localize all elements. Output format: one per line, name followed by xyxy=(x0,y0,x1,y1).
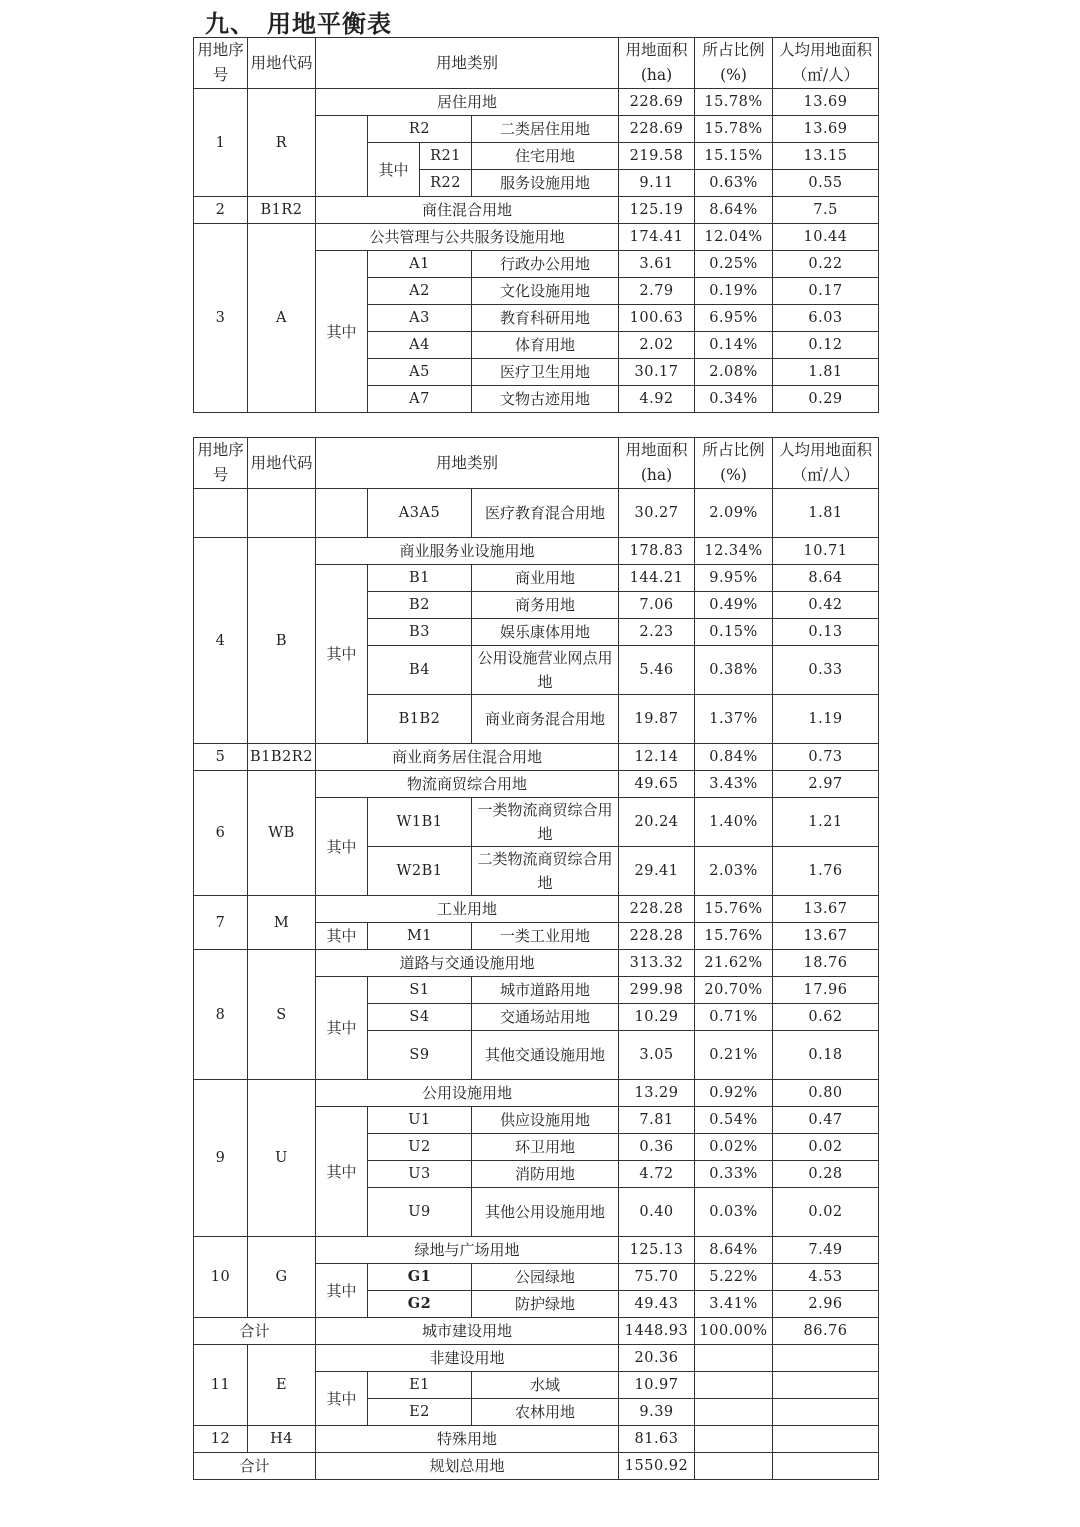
table-row-total xyxy=(194,1318,879,1345)
percent-cell: 15.76% xyxy=(695,923,773,950)
sub-category-cell: 一类物流商贸综合用地 xyxy=(472,798,619,847)
area-cell: 228.28 xyxy=(619,923,695,950)
area-cell: 49.65 xyxy=(619,771,695,798)
code-cell: S xyxy=(248,950,316,1080)
blank-cell xyxy=(248,489,316,538)
among-label: 其中 xyxy=(316,1264,368,1318)
area-cell: 10.29 xyxy=(619,1004,695,1031)
area-cell: 178.83 xyxy=(619,538,695,565)
sub-code-cell: W1B1 xyxy=(368,798,472,847)
category-cell: 公用设施用地 xyxy=(316,1080,619,1107)
per-capita-cell: 0.22 xyxy=(773,251,879,278)
sub-category-cell: 住宅用地 xyxy=(472,143,619,170)
seq-cell: 5 xyxy=(194,744,248,771)
percent-cell: 3.43% xyxy=(695,771,773,798)
seq-cell: 11 xyxy=(194,1345,248,1426)
per-capita-cell: 13.67 xyxy=(773,896,879,923)
sub-code-cell: A3 xyxy=(368,305,472,332)
sub-category-cell: 其他交通设施用地 xyxy=(472,1031,619,1080)
code-cell: R xyxy=(248,89,316,197)
page-title xyxy=(205,4,392,39)
per-capita-cell: 0.80 xyxy=(773,1080,879,1107)
sub-category-cell: 商业商务混合用地 xyxy=(472,695,619,744)
percent-cell: 6.95% xyxy=(695,305,773,332)
area-cell: 75.70 xyxy=(619,1264,695,1291)
percent-cell: 3.41% xyxy=(695,1291,773,1318)
seq-cell: 6 xyxy=(194,771,248,896)
code-cell: WB xyxy=(248,771,316,896)
area-cell: 10.97 xyxy=(619,1372,695,1399)
area-cell: 19.87 xyxy=(619,695,695,744)
sub-code-cell: A7 xyxy=(368,386,472,413)
blank-cell xyxy=(773,1426,879,1453)
per-capita-cell: 0.55 xyxy=(773,170,879,197)
area-cell: 12.14 xyxy=(619,744,695,771)
among-label: 其中 xyxy=(316,565,368,744)
sub-category-cell: 医疗教育混合用地 xyxy=(472,489,619,538)
land-balance-table-part1 xyxy=(193,37,879,413)
sub-category-cell: 二类居住用地 xyxy=(472,116,619,143)
sub-code-cell: R2 xyxy=(368,116,472,143)
area-cell: 30.27 xyxy=(619,489,695,538)
header-per-capita: 人均用地面积（㎡/人） xyxy=(773,38,879,89)
category-cell: 绿地与广场用地 xyxy=(316,1237,619,1264)
area-cell: 144.21 xyxy=(619,565,695,592)
percent-cell: 15.78% xyxy=(695,89,773,116)
among-label: 其中 xyxy=(368,143,420,197)
per-capita-cell: 0.62 xyxy=(773,1004,879,1031)
sub-category-cell: 二类物流商贸综合用地 xyxy=(472,847,619,896)
per-capita-cell: 0.02 xyxy=(773,1134,879,1161)
among-label: 其中 xyxy=(316,1372,368,1426)
per-capita-cell: 1.81 xyxy=(773,489,879,538)
per-capita-cell: 0.47 xyxy=(773,1107,879,1134)
seq-cell: 12 xyxy=(194,1426,248,1453)
percent-cell: 0.63% xyxy=(695,170,773,197)
category-cell: 公共管理与公共服务设施用地 xyxy=(316,224,619,251)
among-label: 其中 xyxy=(316,1107,368,1237)
per-capita-cell: 0.33 xyxy=(773,646,879,695)
area-cell: 29.41 xyxy=(619,847,695,896)
percent-cell: 0.33% xyxy=(695,1161,773,1188)
area-cell: 2.23 xyxy=(619,619,695,646)
section-number: 九、 xyxy=(205,10,255,38)
percent-cell: 0.19% xyxy=(695,278,773,305)
percent-cell: 0.92% xyxy=(695,1080,773,1107)
per-capita-cell: 8.64 xyxy=(773,565,879,592)
table-row xyxy=(194,1345,879,1372)
header-code: 用地代码 xyxy=(248,438,316,489)
sub-category-cell: 消防用地 xyxy=(472,1161,619,1188)
percent-cell: 15.15% xyxy=(695,143,773,170)
per-capita-cell: 2.96 xyxy=(773,1291,879,1318)
percent-cell: 0.54% xyxy=(695,1107,773,1134)
sub-category-cell: 城市道路用地 xyxy=(472,977,619,1004)
table-row xyxy=(194,771,879,798)
table-row xyxy=(194,1080,879,1107)
area-cell: 7.81 xyxy=(619,1107,695,1134)
header-per-capita: 人均用地面积（㎡/人） xyxy=(773,438,879,489)
percent-cell: 2.08% xyxy=(695,359,773,386)
per-capita-cell: 10.44 xyxy=(773,224,879,251)
table-row xyxy=(194,489,879,538)
percent-cell: 0.49% xyxy=(695,592,773,619)
sub-category-cell: 商业用地 xyxy=(472,565,619,592)
table-row xyxy=(194,89,879,116)
sub-category-cell: 交通场站用地 xyxy=(472,1004,619,1031)
header-row xyxy=(194,38,879,89)
area-cell: 228.69 xyxy=(619,116,695,143)
code-cell: H4 xyxy=(248,1426,316,1453)
per-capita-cell: 13.67 xyxy=(773,923,879,950)
header-seq: 用地序号 xyxy=(194,438,248,489)
header-area: 用地面积(ha) xyxy=(619,438,695,489)
category-cell: 物流商贸综合用地 xyxy=(316,771,619,798)
category-cell: 道路与交通设施用地 xyxy=(316,950,619,977)
sub-code-cell: A3A5 xyxy=(368,489,472,538)
sub-code-cell: U1 xyxy=(368,1107,472,1134)
per-capita-cell: 1.76 xyxy=(773,847,879,896)
per-capita-cell: 13.69 xyxy=(773,116,879,143)
blank-cell xyxy=(695,1426,773,1453)
blank-cell xyxy=(773,1345,879,1372)
area-cell: 174.41 xyxy=(619,224,695,251)
table-row-total xyxy=(194,1453,879,1480)
area-cell: 228.69 xyxy=(619,89,695,116)
blank-cell xyxy=(695,1399,773,1426)
seq-cell: 7 xyxy=(194,896,248,950)
seq-cell: 2 xyxy=(194,197,248,224)
percent-cell: 8.64% xyxy=(695,1237,773,1264)
percent-cell: 1.40% xyxy=(695,798,773,847)
code-cell: E xyxy=(248,1345,316,1426)
area-cell: 1448.93 xyxy=(619,1318,695,1345)
area-cell: 4.72 xyxy=(619,1161,695,1188)
area-cell: 2.79 xyxy=(619,278,695,305)
percent-cell: 8.64% xyxy=(695,197,773,224)
sub-code-cell: S4 xyxy=(368,1004,472,1031)
per-capita-cell: 0.28 xyxy=(773,1161,879,1188)
area-cell: 299.98 xyxy=(619,977,695,1004)
sub-code-cell: B4 xyxy=(368,646,472,695)
percent-cell: 0.14% xyxy=(695,332,773,359)
category-cell: 商住混合用地 xyxy=(316,197,619,224)
percent-cell: 0.03% xyxy=(695,1188,773,1237)
sub-code-cell: S1 xyxy=(368,977,472,1004)
code-cell: U xyxy=(248,1080,316,1237)
sub-code-cell: E1 xyxy=(368,1372,472,1399)
sub-category-cell: 教育科研用地 xyxy=(472,305,619,332)
sub-code-cell: G1 xyxy=(368,1264,472,1291)
sub-code-cell: U2 xyxy=(368,1134,472,1161)
per-capita-cell: 0.42 xyxy=(773,592,879,619)
code-cell: B1R2 xyxy=(248,197,316,224)
table-row xyxy=(194,538,879,565)
area-cell: 13.29 xyxy=(619,1080,695,1107)
percent-cell: 1.37% xyxy=(695,695,773,744)
seq-cell: 1 xyxy=(194,89,248,197)
percent-cell: 0.38% xyxy=(695,646,773,695)
area-cell: 20.36 xyxy=(619,1345,695,1372)
sub-code-cell: A4 xyxy=(368,332,472,359)
per-capita-cell: 86.76 xyxy=(773,1318,879,1345)
percent-cell: 0.34% xyxy=(695,386,773,413)
table-row xyxy=(194,744,879,771)
percent-cell: 12.34% xyxy=(695,538,773,565)
sub-code-cell: R21 xyxy=(420,143,472,170)
blank-cell xyxy=(773,1453,879,1480)
land-balance-table-part2 xyxy=(193,437,879,1480)
sub-code-cell: A2 xyxy=(368,278,472,305)
percent-cell: 15.78% xyxy=(695,116,773,143)
blank-cell xyxy=(773,1372,879,1399)
sub-code-cell: B1B2 xyxy=(368,695,472,744)
area-cell: 4.92 xyxy=(619,386,695,413)
header-row xyxy=(194,438,879,489)
table-row xyxy=(194,1426,879,1453)
area-cell: 2.02 xyxy=(619,332,695,359)
percent-cell: 15.76% xyxy=(695,896,773,923)
sub-code-cell: U3 xyxy=(368,1161,472,1188)
among-label: 其中 xyxy=(316,251,368,413)
percent-cell: 12.04% xyxy=(695,224,773,251)
category-cell: 城市建设用地 xyxy=(316,1318,619,1345)
sub-code-cell: U9 xyxy=(368,1188,472,1237)
section-title: 用地平衡表 xyxy=(267,10,392,38)
header-code: 用地代码 xyxy=(248,38,316,89)
category-cell: 商业服务业设施用地 xyxy=(316,538,619,565)
area-cell: 219.58 xyxy=(619,143,695,170)
header-percent: 所占比例(%) xyxy=(695,38,773,89)
blank-cell xyxy=(194,489,248,538)
per-capita-cell: 0.17 xyxy=(773,278,879,305)
area-cell: 3.61 xyxy=(619,251,695,278)
area-cell: 125.13 xyxy=(619,1237,695,1264)
header-category: 用地类别 xyxy=(316,38,619,89)
seq-cell: 9 xyxy=(194,1080,248,1237)
area-cell: 81.63 xyxy=(619,1426,695,1453)
category-cell: 商业商务居住混合用地 xyxy=(316,744,619,771)
per-capita-cell: 1.81 xyxy=(773,359,879,386)
percent-cell: 0.21% xyxy=(695,1031,773,1080)
among-label: 其中 xyxy=(316,798,368,896)
percent-cell: 0.84% xyxy=(695,744,773,771)
total-label: 合计 xyxy=(194,1318,316,1345)
header-percent: 所占比例(%) xyxy=(695,438,773,489)
total-label: 合计 xyxy=(194,1453,316,1480)
sub-code-cell: M1 xyxy=(368,923,472,950)
area-cell: 313.32 xyxy=(619,950,695,977)
per-capita-cell: 0.18 xyxy=(773,1031,879,1080)
code-cell: M xyxy=(248,896,316,950)
percent-cell: 0.02% xyxy=(695,1134,773,1161)
header-area: 用地面积(ha) xyxy=(619,38,695,89)
sub-category-cell: 农林用地 xyxy=(472,1399,619,1426)
sub-code-cell: E2 xyxy=(368,1399,472,1426)
header-category: 用地类别 xyxy=(316,438,619,489)
table-row xyxy=(194,950,879,977)
code-cell: B1B2R2 xyxy=(248,744,316,771)
table-row xyxy=(194,224,879,251)
sub-code-cell: B3 xyxy=(368,619,472,646)
sub-category-cell: 供应设施用地 xyxy=(472,1107,619,1134)
per-capita-cell: 1.21 xyxy=(773,798,879,847)
sub-category-cell: 公用设施营业网点用地 xyxy=(472,646,619,695)
sub-category-cell: 服务设施用地 xyxy=(472,170,619,197)
percent-cell: 0.71% xyxy=(695,1004,773,1031)
area-cell: 49.43 xyxy=(619,1291,695,1318)
table-row xyxy=(194,896,879,923)
blank-cell xyxy=(695,1345,773,1372)
table-row xyxy=(194,1237,879,1264)
sub-category-cell: 行政办公用地 xyxy=(472,251,619,278)
category-cell: 非建设用地 xyxy=(316,1345,619,1372)
percent-cell: 20.70% xyxy=(695,977,773,1004)
percent-cell: 2.09% xyxy=(695,489,773,538)
sub-code-cell: A1 xyxy=(368,251,472,278)
code-cell: A xyxy=(248,224,316,413)
header-seq: 用地序号 xyxy=(194,38,248,89)
among-label: 其中 xyxy=(316,923,368,950)
blank-cell xyxy=(695,1372,773,1399)
area-cell: 100.63 xyxy=(619,305,695,332)
sub-category-cell: 商务用地 xyxy=(472,592,619,619)
per-capita-cell: 1.19 xyxy=(773,695,879,744)
area-cell: 125.19 xyxy=(619,197,695,224)
sub-code-cell: A5 xyxy=(368,359,472,386)
per-capita-cell: 17.96 xyxy=(773,977,879,1004)
per-capita-cell: 0.13 xyxy=(773,619,879,646)
table-row xyxy=(194,197,879,224)
seq-cell: 8 xyxy=(194,950,248,1080)
sub-code-cell: W2B1 xyxy=(368,847,472,896)
area-cell: 9.11 xyxy=(619,170,695,197)
per-capita-cell: 7.5 xyxy=(773,197,879,224)
area-cell: 20.24 xyxy=(619,798,695,847)
category-cell: 工业用地 xyxy=(316,896,619,923)
sub-category-cell: 文化设施用地 xyxy=(472,278,619,305)
sub-category-cell: 公园绿地 xyxy=(472,1264,619,1291)
among-label: 其中 xyxy=(316,977,368,1080)
per-capita-cell: 18.76 xyxy=(773,950,879,977)
sub-code-cell: R22 xyxy=(420,170,472,197)
blank-cell xyxy=(773,1399,879,1426)
blank-cell xyxy=(316,116,368,197)
percent-cell: 5.22% xyxy=(695,1264,773,1291)
sub-category-cell: 水域 xyxy=(472,1372,619,1399)
sub-category-cell: 医疗卫生用地 xyxy=(472,359,619,386)
sub-code-cell: B2 xyxy=(368,592,472,619)
per-capita-cell: 0.12 xyxy=(773,332,879,359)
percent-cell: 0.15% xyxy=(695,619,773,646)
per-capita-cell: 7.49 xyxy=(773,1237,879,1264)
blank-cell xyxy=(316,489,368,538)
category-cell: 特殊用地 xyxy=(316,1426,619,1453)
area-cell: 228.28 xyxy=(619,896,695,923)
category-cell: 规划总用地 xyxy=(316,1453,619,1480)
sub-category-cell: 环卫用地 xyxy=(472,1134,619,1161)
per-capita-cell: 0.73 xyxy=(773,744,879,771)
sub-category-cell: 防护绿地 xyxy=(472,1291,619,1318)
sub-category-cell: 其他公用设施用地 xyxy=(472,1188,619,1237)
area-cell: 30.17 xyxy=(619,359,695,386)
code-cell: G xyxy=(248,1237,316,1318)
seq-cell: 3 xyxy=(194,224,248,413)
per-capita-cell: 0.29 xyxy=(773,386,879,413)
blank-cell xyxy=(695,1453,773,1480)
per-capita-cell: 6.03 xyxy=(773,305,879,332)
sub-category-cell: 一类工业用地 xyxy=(472,923,619,950)
code-cell: B xyxy=(248,538,316,744)
area-cell: 1550.92 xyxy=(619,1453,695,1480)
per-capita-cell: 4.53 xyxy=(773,1264,879,1291)
percent-cell: 2.03% xyxy=(695,847,773,896)
category-cell: 居住用地 xyxy=(316,89,619,116)
seq-cell: 4 xyxy=(194,538,248,744)
sub-code-cell: S9 xyxy=(368,1031,472,1080)
area-cell: 0.40 xyxy=(619,1188,695,1237)
sub-category-cell: 体育用地 xyxy=(472,332,619,359)
area-cell: 7.06 xyxy=(619,592,695,619)
sub-code-cell: B1 xyxy=(368,565,472,592)
sub-category-cell: 娱乐康体用地 xyxy=(472,619,619,646)
area-cell: 3.05 xyxy=(619,1031,695,1080)
seq-cell: 10 xyxy=(194,1237,248,1318)
area-cell: 5.46 xyxy=(619,646,695,695)
per-capita-cell: 13.15 xyxy=(773,143,879,170)
sub-category-cell: 文物古迹用地 xyxy=(472,386,619,413)
percent-cell: 9.95% xyxy=(695,565,773,592)
area-cell: 0.36 xyxy=(619,1134,695,1161)
percent-cell: 100.00% xyxy=(695,1318,773,1345)
percent-cell: 0.25% xyxy=(695,251,773,278)
per-capita-cell: 0.02 xyxy=(773,1188,879,1237)
percent-cell: 21.62% xyxy=(695,950,773,977)
per-capita-cell: 2.97 xyxy=(773,771,879,798)
per-capita-cell: 13.69 xyxy=(773,89,879,116)
area-cell: 9.39 xyxy=(619,1399,695,1426)
per-capita-cell: 10.71 xyxy=(773,538,879,565)
sub-code-cell: G2 xyxy=(368,1291,472,1318)
